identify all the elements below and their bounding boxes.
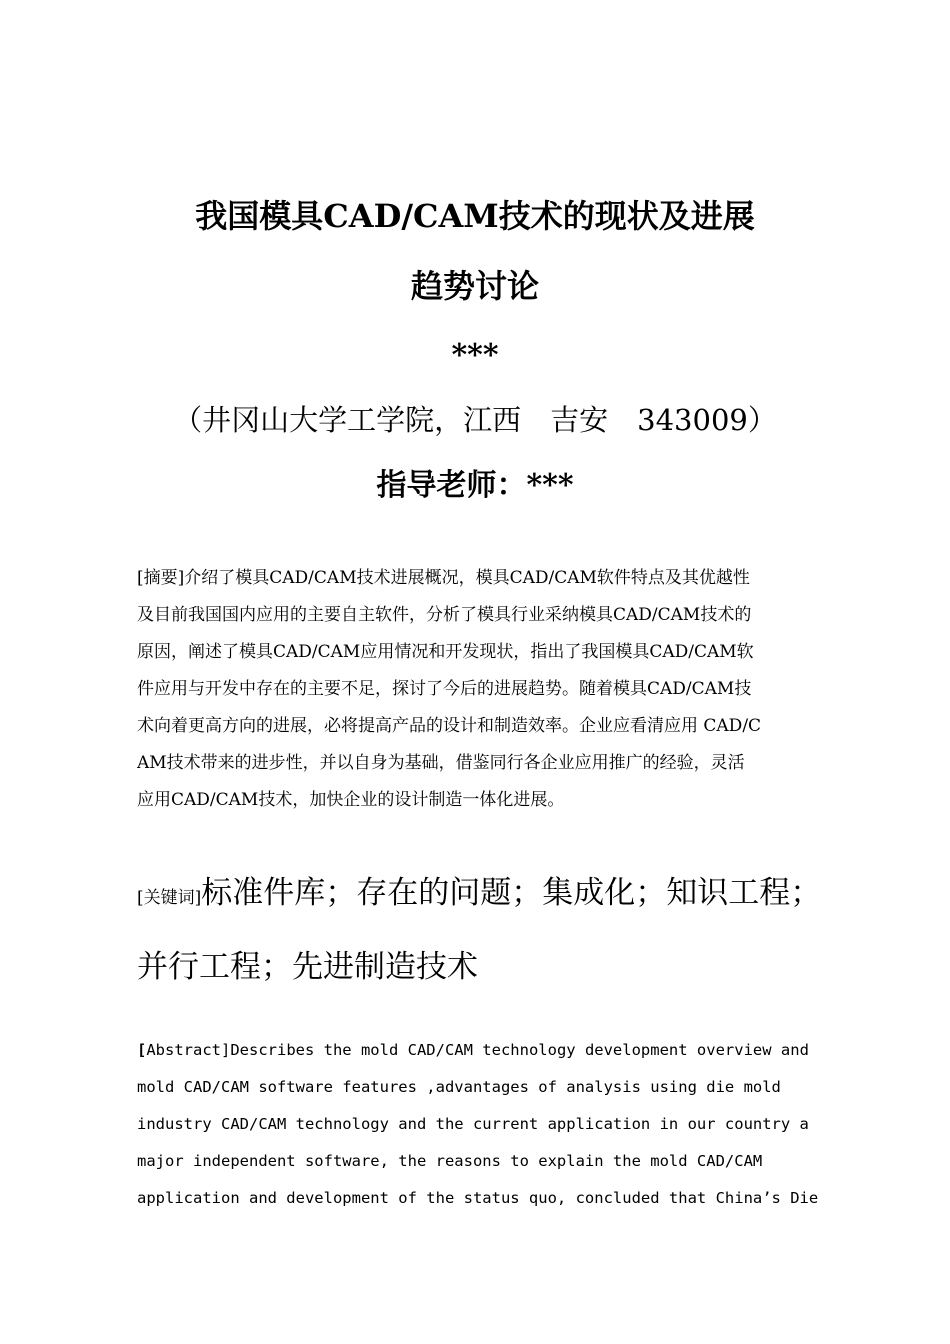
abstract-cn-line: 原因，阐述了模具CAD/CAM应用情况和开发现状，指出了我国模具CAD/CAM软 [137,642,754,662]
abstract-en-line: mold CAD/CAM software features ,advantages of analysis using die mold [137,1078,781,1096]
affiliation: （井冈山大学工学院，江西 吉安 343009） [173,403,777,437]
keywords-line-2: 并行工程；先进制造技术 [137,949,478,985]
abstract-cn-line: AM技术带来的进步性，并以自身为基础，借鉴同行各企业应用推广的经验，灵活 [137,753,745,773]
abstract-en-line [137,1032,847,1069]
title-line-1: 我国模具CAD/CAM技术的现状及进展 [195,197,755,235]
abstract-en-text: Abstract]Describes the mold CAD/CAM technology development overview and [146,1041,809,1059]
author: *** [451,338,499,373]
abstract-en-line: major independent software, the reasons to explain the mold CAD/CAM [137,1152,763,1170]
abstract-chinese [137,560,837,819]
title-line-2: 趋势讨论 [410,267,539,305]
abstract-cn-line: 术向着更高方向的进展，必将提高产品的设计和制造效率。企业应看清应用 CAD/C [137,716,762,736]
advisor: 指导老师：*** [376,468,574,503]
abstract-en-line: application and development of the status quo, concluded that China’s Die [137,1189,819,1207]
keywords-text-1: 标准件库；存在的问题；集成化；知识工程； [201,875,822,911]
abstract-en-bracket: [ [137,1041,147,1059]
abstract-cn-line: 件应用与开发中存在的主要不足，探讨了今后的进展趋势。随着模具CAD/CAM技 [137,679,752,699]
abstract-cn-line: [摘要]介绍了模具CAD/CAM技术进展概况，模具CAD/CAM软件特点及其优越性 [137,568,750,588]
keywords [137,856,847,1004]
abstract-english [137,1032,847,1217]
abstract-cn-line: 及目前我国国内应用的主要自主软件，分析了模具行业采纳模具CAD/CAM技术的 [137,605,752,625]
abstract-cn-line: 应用CAD/CAM技术，加快企业的设计制造一体化进展。 [137,790,565,810]
abstract-en-line: industry CAD/CAM technology and the current application in our country a [137,1115,809,1133]
keywords-line-1 [137,856,847,930]
keywords-label: [关键词] [137,888,202,908]
